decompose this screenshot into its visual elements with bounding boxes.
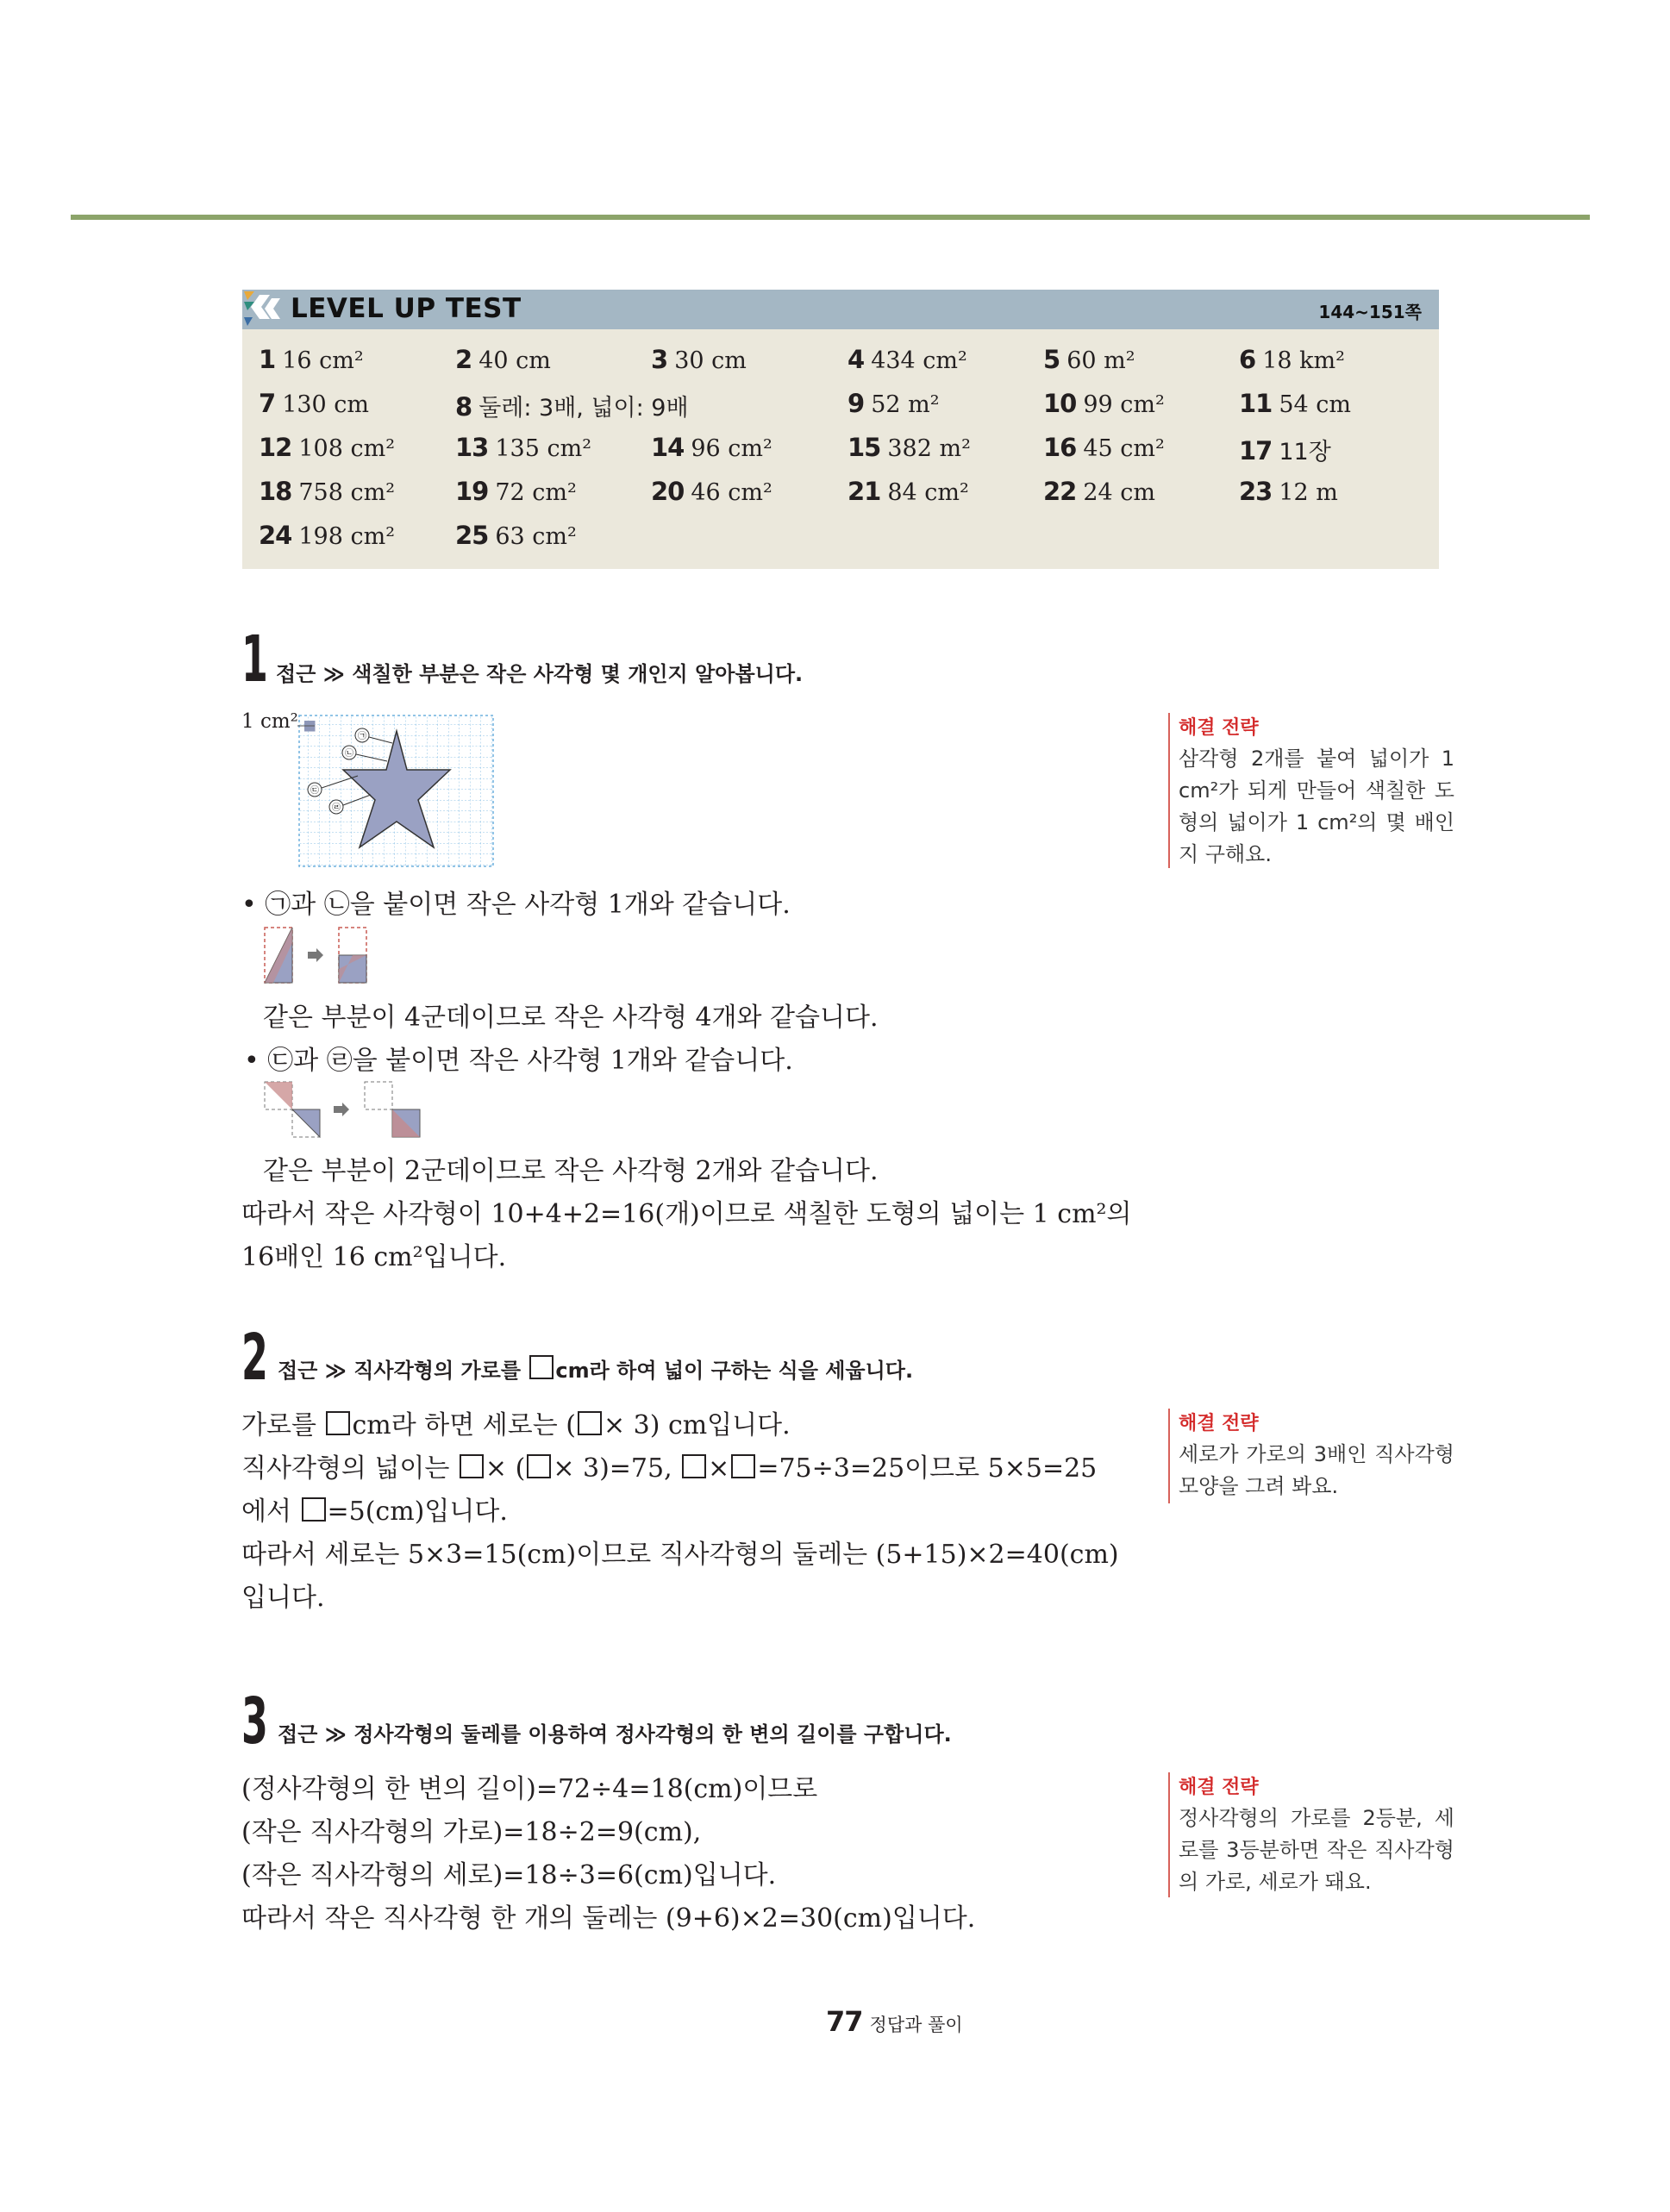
p1-bullet-1: • ㉠과 ㉡을 붙이면 작은 사각형 1개와 같습니다.	[241, 890, 791, 920]
p2-line-4: 따라서 세로는 5×3=15(cm)이므로 직사각형의 둘레는 (5+15)×2=40(cm)	[241, 1540, 1119, 1570]
answer-number: 21	[848, 477, 881, 506]
answer-value: 96 cm²	[691, 435, 772, 462]
p2-line-1: 가로를 cm라 하면 세로는 ( × 3) cm입니다.	[241, 1410, 791, 1440]
star-grid-figure	[297, 714, 496, 869]
answer-number: 18	[259, 477, 292, 506]
answer-value: 198 cm²	[298, 523, 396, 550]
answer-item	[259, 345, 364, 374]
answer-item	[455, 389, 689, 422]
p1-line-5: 따라서 작은 사각형이 10+4+2=16(개)이므로 색칠한 도형의 넓이는 1 cm²의	[241, 1199, 1132, 1229]
answer-item	[1239, 345, 1345, 374]
note-title: 해결 전략	[1179, 717, 1259, 739]
approach-heading: 접근 ≫ 색칠한 부분은 작은 사각형 몇 개인지 알아봅니다.	[276, 662, 804, 686]
p2-line-3: 에서 =5(cm)입니다.	[241, 1497, 508, 1527]
note-title: 해결 전략	[1179, 1413, 1259, 1434]
answer-item	[259, 389, 369, 418]
answer-value: 135 cm²	[495, 435, 592, 462]
note-text: 정사각형의 가로를 2등분, 세로를 3등분하면 작은 직사각형의 가로, 세로가 돼요.	[1179, 1806, 1454, 1894]
problem-number: 3	[241, 1684, 268, 1759]
p1-bullet-2: • ㉢과 ㉣을 붙이면 작은 사각형 1개와 같습니다.	[244, 1046, 793, 1076]
label-digeut: ㉢	[310, 786, 319, 796]
answer-value: 72 cm²	[495, 479, 577, 506]
p2-line-2: 직사각형의 넓이는 × ( × 3)=75, × =75÷3=25이므로 5×5=25	[241, 1453, 1098, 1484]
answer-value: 18 km²	[1262, 347, 1345, 374]
p3-line-3: (작은 직사각형의 세로)=18÷3=6(cm)입니다.	[241, 1860, 777, 1890]
answer-value: 24 cm	[1083, 479, 1156, 506]
answer-box	[242, 329, 1439, 569]
answer-item	[259, 433, 395, 462]
answer-item	[848, 345, 967, 374]
answer-number: 24	[259, 521, 292, 550]
answer-value: 54 cm	[1279, 391, 1352, 418]
answer-number: 13	[455, 433, 489, 462]
answer-number: 25	[455, 521, 489, 550]
p1-line-6: 16배인 16 cm²입니다.	[241, 1242, 507, 1272]
answer-item	[259, 477, 395, 506]
unit-square-label: 1 cm²	[241, 710, 298, 733]
answer-item	[455, 521, 577, 550]
p3-line-2: (작은 직사각형의 가로)=18÷2=9(cm),	[241, 1817, 702, 1847]
p3-line-1: (정사각형의 한 변의 길이)=72÷4=18(cm)이므로	[241, 1774, 818, 1804]
answer-item	[1239, 389, 1351, 418]
answer-item	[848, 389, 940, 418]
level-up-test-title: LEVEL UP TEST	[291, 293, 522, 324]
answer-item	[651, 433, 772, 462]
answer-value: 30 cm	[674, 347, 747, 374]
approach-heading: 접근 ≫ 정사각형의 둘레를 이용하여 정사각형의 한 변의 길이를 구합니다.	[278, 1722, 952, 1746]
answer-value: 11장	[1279, 439, 1331, 466]
answer-value: 12 m	[1279, 479, 1338, 506]
answer-value: 84 cm²	[887, 479, 969, 506]
answer-item	[848, 477, 969, 506]
p3-line-4: 따라서 작은 직사각형 한 개의 둘레는 (9+6)×2=30(cm)입니다.	[241, 1903, 976, 1934]
answer-number: 20	[651, 477, 685, 506]
answer-number: 10	[1043, 389, 1077, 418]
answer-value: 45 cm²	[1083, 435, 1165, 462]
answer-value: 382 m²	[887, 435, 971, 462]
answer-number: 1	[259, 345, 276, 374]
page-number: 77	[826, 2005, 863, 2038]
answer-number: 7	[259, 389, 276, 418]
answer-value: 758 cm²	[298, 479, 396, 506]
chevron-logo-icon	[242, 290, 287, 329]
triangle-merge-figure-2	[263, 1080, 427, 1140]
answer-value: 52 m²	[871, 391, 940, 418]
problem-number: 2	[241, 1321, 268, 1395]
strategy-note-1	[1168, 713, 1454, 868]
answer-item	[651, 477, 772, 506]
triangle-merge-figure-1	[263, 926, 371, 986]
answer-number: 19	[455, 477, 489, 506]
strategy-note-2	[1168, 1409, 1454, 1503]
answer-item	[1043, 477, 1155, 506]
answer-item	[1043, 389, 1165, 418]
answer-number: 4	[848, 345, 865, 374]
answer-number: 15	[848, 433, 881, 462]
answer-number: 14	[651, 433, 685, 462]
answer-value: 16 cm²	[282, 347, 364, 374]
answer-item	[259, 521, 395, 550]
answer-item	[455, 433, 591, 462]
answer-value: 108 cm²	[298, 435, 396, 462]
answer-value: 434 cm²	[871, 347, 967, 374]
answer-number: 5	[1043, 345, 1060, 374]
answer-number: 6	[1239, 345, 1256, 374]
footer-label: 정답과 풀이	[869, 2015, 963, 2035]
page-range: 144~151쪽	[1318, 302, 1422, 322]
answer-value: 40 cm	[478, 347, 551, 374]
answer-item	[455, 477, 577, 506]
answer-item	[1239, 477, 1338, 506]
note-text: 삼각형 2개를 붙여 넓이가 1 cm²가 되게 만들어 색칠한 도형의 넓이가 1 cm²의 몇 배인지 구해요.	[1179, 747, 1454, 866]
answer-value: 63 cm²	[495, 523, 577, 550]
approach-heading: 접근 ≫ 직사각형의 가로를 cm라 하여 넓이 구하는 식을 세웁니다.	[278, 1353, 913, 1384]
answer-item	[455, 345, 551, 374]
answer-value: 46 cm²	[691, 479, 772, 506]
answer-number: 11	[1239, 389, 1273, 418]
answer-number: 3	[651, 345, 668, 374]
answer-item	[1043, 345, 1135, 374]
note-title: 해결 전략	[1179, 1777, 1259, 1798]
answer-value: 둘레: 3배, 넓이: 9배	[478, 395, 689, 422]
note-text: 세로가 가로의 3배인 직사각형 모양을 그려 봐요.	[1179, 1442, 1454, 1498]
answer-number: 2	[455, 345, 472, 374]
p1-line-2: 같은 부분이 4군데이므로 작은 사각형 4개와 같습니다.	[263, 1003, 879, 1033]
answer-value: 130 cm	[282, 391, 370, 418]
answer-item	[1239, 433, 1331, 466]
answer-number: 8	[455, 392, 472, 422]
answer-value: 99 cm²	[1083, 391, 1165, 418]
answer-number: 16	[1043, 433, 1077, 462]
blank-box	[529, 1355, 554, 1379]
answer-number: 12	[259, 433, 292, 462]
p1-line-4: 같은 부분이 2군데이므로 작은 사각형 2개와 같습니다.	[263, 1156, 879, 1186]
answer-number: 17	[1239, 436, 1273, 466]
p2-line-5: 입니다.	[241, 1583, 325, 1613]
label-giyeok: ㉠	[358, 732, 366, 741]
answer-item	[651, 345, 747, 374]
answer-value: 60 m²	[1066, 347, 1135, 374]
answer-number: 9	[848, 389, 865, 418]
problem-number: 1	[241, 622, 268, 697]
level-up-test-header	[242, 290, 1439, 329]
answer-number: 23	[1239, 477, 1273, 506]
top-rule	[71, 215, 1590, 220]
label-rieul: ㉣	[332, 803, 341, 813]
page-footer	[826, 2005, 963, 2038]
answer-item	[1043, 433, 1165, 462]
label-nieun: ㉡	[345, 749, 353, 759]
answer-item	[848, 433, 971, 462]
answer-number: 22	[1043, 477, 1077, 506]
strategy-note-3	[1168, 1772, 1454, 1897]
